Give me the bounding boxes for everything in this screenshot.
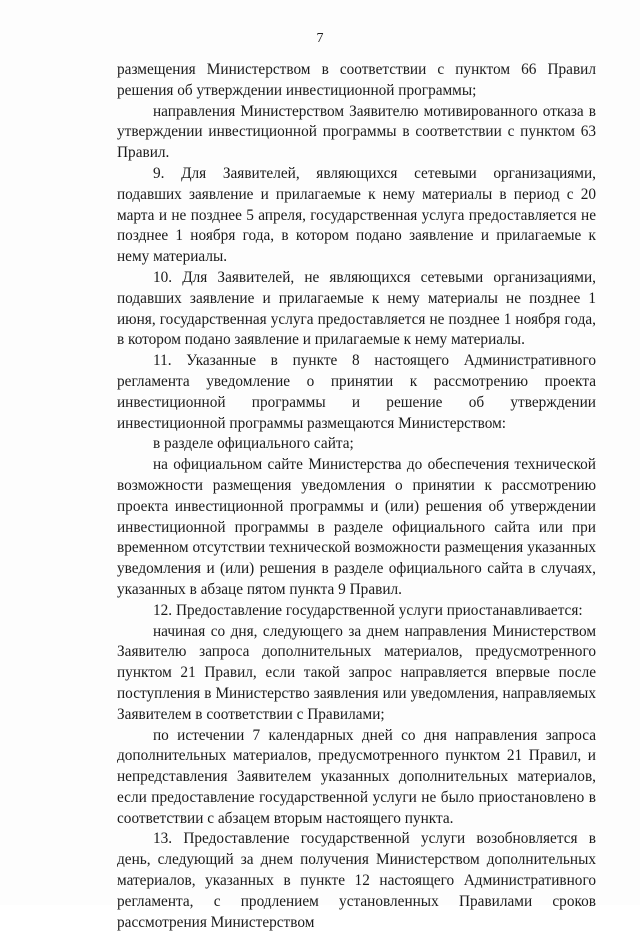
paragraph-11-item-2: на официальном сайте Министерства до обеспечения технической возможности размещения уведомления о принятии к рассмотрению проекта инвестиционной программы и (или) решения об утверждении инвестиционной программы в разделе официального сайта или при временном отсутствии технической возможности размещения указанных уведомления и (или) решения в разделе официального сайта в случаях, указанных в абзаце пятом пункта 9 Правил.	[117, 456, 596, 598]
paragraph-continuation: размещения Министерством в соответствии с пунктом 66 Правил решения об утверждении инвестиционной программы;	[117, 61, 596, 99]
body-text	[117, 60, 596, 933]
paragraph-11: 11. Указанные в пункте 8 настоящего Административного регламента уведомление о принятии к рассмотрению проекта инвестиционной программы и решение об утверждении инвестиционной программы размещаются Министерством:	[117, 352, 596, 432]
paragraph-9: 9. Для Заявителей, являющихся сетевыми организациями, подавших заявление и прилагаемые к нему материалы в период с 20 марта и не позднее 5 апреля, государственная услуга предоставляется не позднее 1 ноября года, в котором подано заявление и прилагаемые к нему материалы.	[117, 164, 596, 266]
paragraph-12-item-2: по истечении 7 календарных дней со дня направления запроса дополнительных материалов, предусмотренного пунктом 21 Правил, и непредставления Заявителем указанных дополнительных материалов, если предоставление государственной услуги не было приостановлено в соответствии с абзацем вторым настоящего пункта.	[117, 726, 596, 827]
paragraph-refusal: направления Министерством Заявителю мотивированного отказа в утверждении инвестиционной программы в соответствии с пунктом 63 Правил.	[117, 102, 596, 162]
page-number: 7	[316, 31, 324, 46]
paragraph-12: 12. Предоставление государственной услуги приостанавливается:	[153, 601, 583, 619]
paragraph-13: 13. Предоставление государственной услуги возобновляется в день, следующий за днем получения Министерством дополнительных материалов, указанных в пункте 12 настоящего Административного регламента, с продлением установленных Правилами сроков рассмотрения Министерством	[117, 830, 596, 931]
paragraph-12-item-1: начиная со дня, следующего за днем направления Министерством Заявителю запроса дополнительных материалов, предусмотренного пунктом 21 Правил, если такой запрос направляется впервые после поступления в Министерство заявления или уведомления, направляемых Заявителем в соответствии с Правилами;	[117, 622, 596, 723]
paragraph-10: 10. Для Заявителей, не являющихся сетевыми организациями, подавших заявление и прилагаемые к нему материалы не позднее 1 июня, государственная услуга предоставляется не позднее 1 ноября года, в котором подано заявление и прилагаемые к нему материалы.	[117, 268, 596, 349]
paragraph-11-item-1: в разделе официального сайта;	[153, 435, 354, 453]
